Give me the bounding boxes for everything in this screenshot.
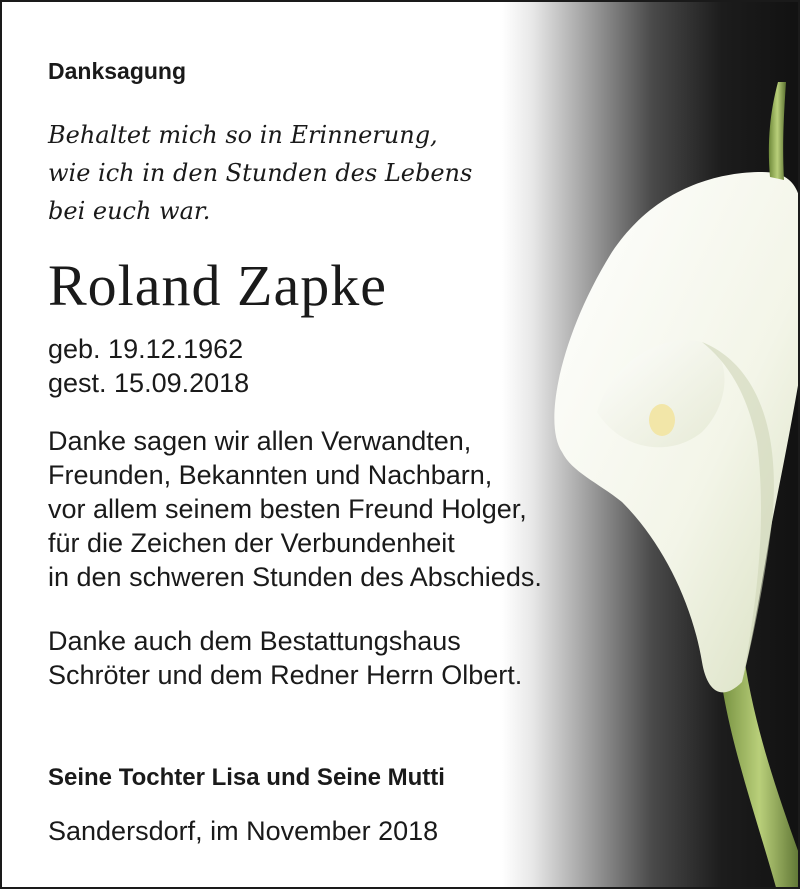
signers: Seine Tochter Lisa und Seine Mutti [48,764,445,791]
verse-line: Behaltet mich so in Erinnerung, [48,121,438,149]
memorial-verse [48,116,568,230]
death-date: gest. 15.09.2018 [48,368,250,398]
paragraph-line: Schröter und dem Redner Herrn Olbert. [48,660,523,690]
verse-line: wie ich in den Stunden des Lebens [48,159,473,187]
thanks-paragraph [48,424,608,594]
place-and-date: Sandersdorf, im November 2018 [48,816,439,846]
life-dates [48,332,249,400]
paragraph-line: Danke auch dem Bestattungshaus [48,626,461,656]
verse-line: bei euch war. [48,197,211,225]
heading: Danksagung [48,58,187,84]
paragraph-line: für die Zeichen der Verbundenheit [48,528,455,558]
thanks-paragraph-2 [48,624,608,692]
paragraph-line: Danke sagen wir allen Verwandten, [48,426,472,456]
birth-date: geb. 19.12.1962 [48,334,244,364]
paragraph-line: Freunden, Bekannten und Nachbarn, [48,460,493,490]
deceased-name: Roland Zapke [48,253,387,318]
paragraph-line: in den schweren Stunden des Abschieds. [48,562,542,592]
paragraph-line: vor allem seinem besten Freund Holger, [48,494,527,524]
